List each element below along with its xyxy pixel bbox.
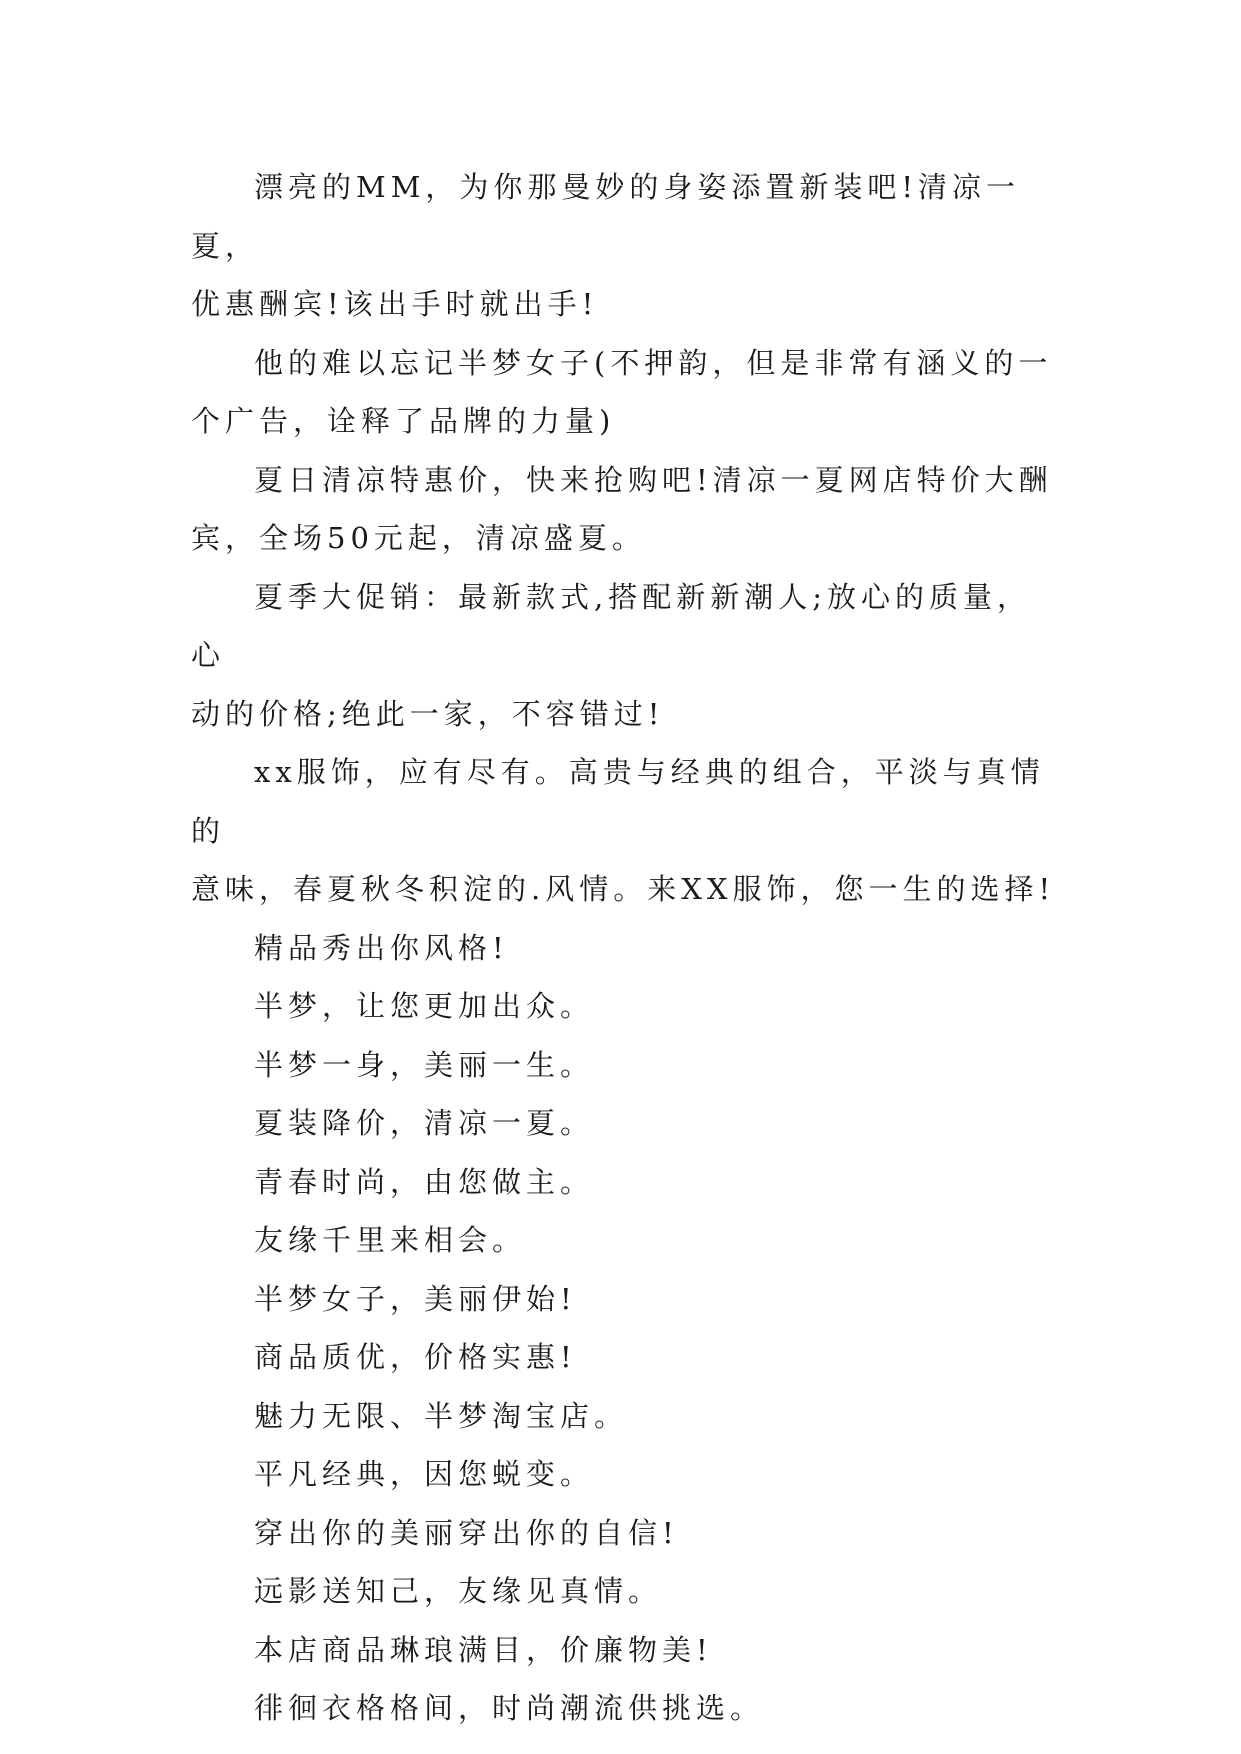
paragraph-8: 半梦一身，美丽一生。 [254, 1047, 595, 1082]
paragraph-17: 远影送知己，友缘见真情。 [254, 1574, 663, 1608]
paragraph-2: 他的难以忘记半梦女子(不押韵，但是非常有涵义的一 个广告，诠释了品牌的力量) [191, 345, 1053, 438]
paragraph-7: 半梦，让您更加出众。 [254, 989, 595, 1023]
paragraph-16: 穿出你的美丽穿出你的自信! [254, 1515, 679, 1550]
paragraph-1: 漂亮的MM，为你那曼妙的身姿添置新装吧!清凉一夏， 优惠酬宾!该出手时就出手! [191, 170, 1021, 321]
document-body [191, 158, 1063, 1738]
paragraph-11: 友缘千里来相会。 [254, 1223, 527, 1257]
paragraph-18: 本店商品琳琅满目，价廉物美! [254, 1632, 713, 1667]
paragraph-15: 平凡经典，因您蜕变。 [254, 1457, 595, 1491]
paragraph-12: 半梦女子，美丽伊始! [254, 1281, 577, 1316]
paragraph-13: 商品质优，价格实惠! [254, 1340, 577, 1374]
paragraph-3: 夏日清凉特惠价，快来抢购吧!清凉一夏网店特价大酬 宾，全场50元起，清凉盛夏。 [191, 462, 1053, 555]
paragraph-10: 青春时尚，由您做主。 [254, 1164, 595, 1199]
paragraph-19: 徘徊衣格格间，时尚潮流供挑选。 [254, 1691, 765, 1725]
paragraph-9: 夏装降价，清凉一夏。 [254, 1106, 595, 1140]
paragraph-14: 魅力无限、半梦淘宝店。 [254, 1398, 629, 1433]
paragraph-4: 夏季大促销：最新款式,搭配新新潮人;放心的质量，心 动的价格;绝此一家，不容错过! [191, 579, 1031, 731]
paragraph-6: 精品秀出你风格! [254, 930, 509, 965]
paragraph-5: xx服饰，应有尽有。高贵与经典的组合，平淡与真情的 意味，春夏秋冬积淀的.风情。来XX服饰，您一生的选择! [191, 755, 1056, 906]
